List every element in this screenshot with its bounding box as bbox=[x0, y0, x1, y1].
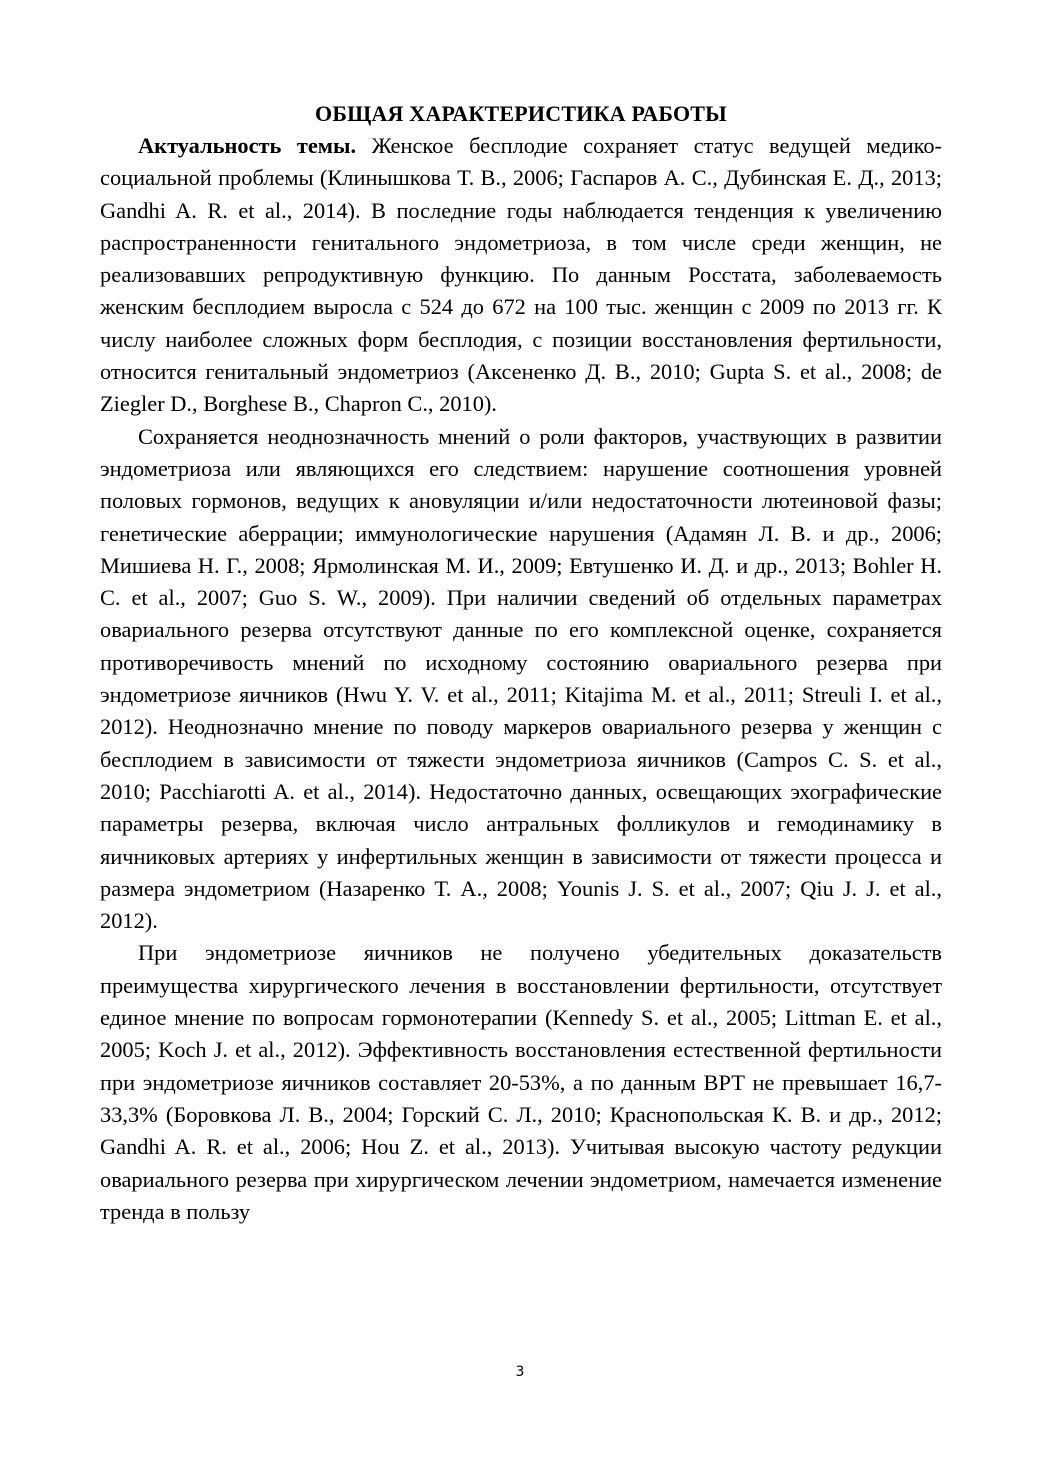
paragraph-text: При эндометриозе яичников не получено убедительных доказательств преимущества хирургического лечения в восстановлении фертильности, отсутствует единое мнение по вопросам гормонотерапии (Kennedy S. et al., 2005; Littman E. et al., 2005; Koch J. et al., 2012). Эффективность восстановления естественной фертильности при эндометриозе яичников составляет 20-53%, а по данным ВРТ не превышает 16,7-33,3% (Боровкова Л. В., 2004; Горский С. Л., 2010; Краснопольская К. В. и др., 2012; Gandhi A. R. et al., 2006; Hou Z. et al., 2013). Учитывая высокую частоту редукции овариального резерва при хирургическом лечении эндометриом, намечается изменение тренда в пользу bbox=[100, 940, 942, 1224]
paragraph-lead-heading: Актуальность темы. bbox=[138, 133, 357, 158]
paragraph-treatment bbox=[100, 937, 942, 1228]
paragraph-text: Сохраняется неоднозначность мнений о роли факторов, участвующих в развитии эндометриоза или являющихся его следствием: нарушение соотношения уровней половых гормонов, ведущих к ановуляции и/или недостаточности лютеиновой фазы; генетические аберрации; иммунологические нарушения (Адамян Л. В. и др., 2006; Мишиева Н. Г., 2008; Ярмолинская М. И., 2009; Евтушенко И. Д. и др., 2013; Bohler H. C. et al., 2007; Guo S. W., 2009). При наличии сведений об отдельных параметрах овариального резерва отсутствуют данные по его комплексной оценке, сохраняется противоречивость мнений по исходному состоянию овариального резерва при эндометриозе яичников (Hwu Y. V. et al., 2011; Kitajima M. et al., 2011; Streuli I. et al., 2012). Неоднозначно мнение по поводу маркеров овариального резерва у женщин с бесплодием в зависимости от тяжести эндометриоза яичников (Campos C. S. et al., 2010; Pacchiarotti A. et al., 2014). Недостаточно данных, освещающих эхографические параметры резерва, включая число антральных фолликулов и гемодинамику в яичниковых артериях у инфертильных женщин в зависимости от тяжести процесса и размера эндометриом (Назаренко Т. А., 2008; Younis J. S. et al., 2007; Qiu J. J. et al., 2012). bbox=[100, 423, 942, 934]
paragraph-factors bbox=[100, 421, 942, 938]
paragraph-text: Женское бесплодие сохраняет статус ведущей медико-социальной проблемы (Клинышкова Т. В., 2006; Гаспаров А. С., Дубинская Е. Д., 2013; Gandhi A. R. et al., 2014). В последние годы наблюдается тенденция к увеличению распространенности генитального эндометриоза, в том числе среди женщин, не реализовавших репродуктивную функцию. По данным Росстата, заболеваемость женским бесплодием выросла с 524 до 672 на 100 тыс. женщин с 2009 по 2013 гг. К числу наиболее сложных форм бесплодия, с позиции восстановления фертильности, относится генитальный эндометриоз (Аксененко Д. В., 2010; Gupta S. et al., 2008; de Ziegler D., Borghese B., Chapron C., 2010). bbox=[100, 133, 942, 417]
section-title: ОБЩАЯ ХАРАКТЕРИСТИКА РАБОТЫ bbox=[315, 101, 727, 126]
document-page bbox=[100, 98, 942, 1228]
page-number: 3 bbox=[515, 1364, 525, 1380]
paragraph-relevance bbox=[100, 130, 942, 421]
